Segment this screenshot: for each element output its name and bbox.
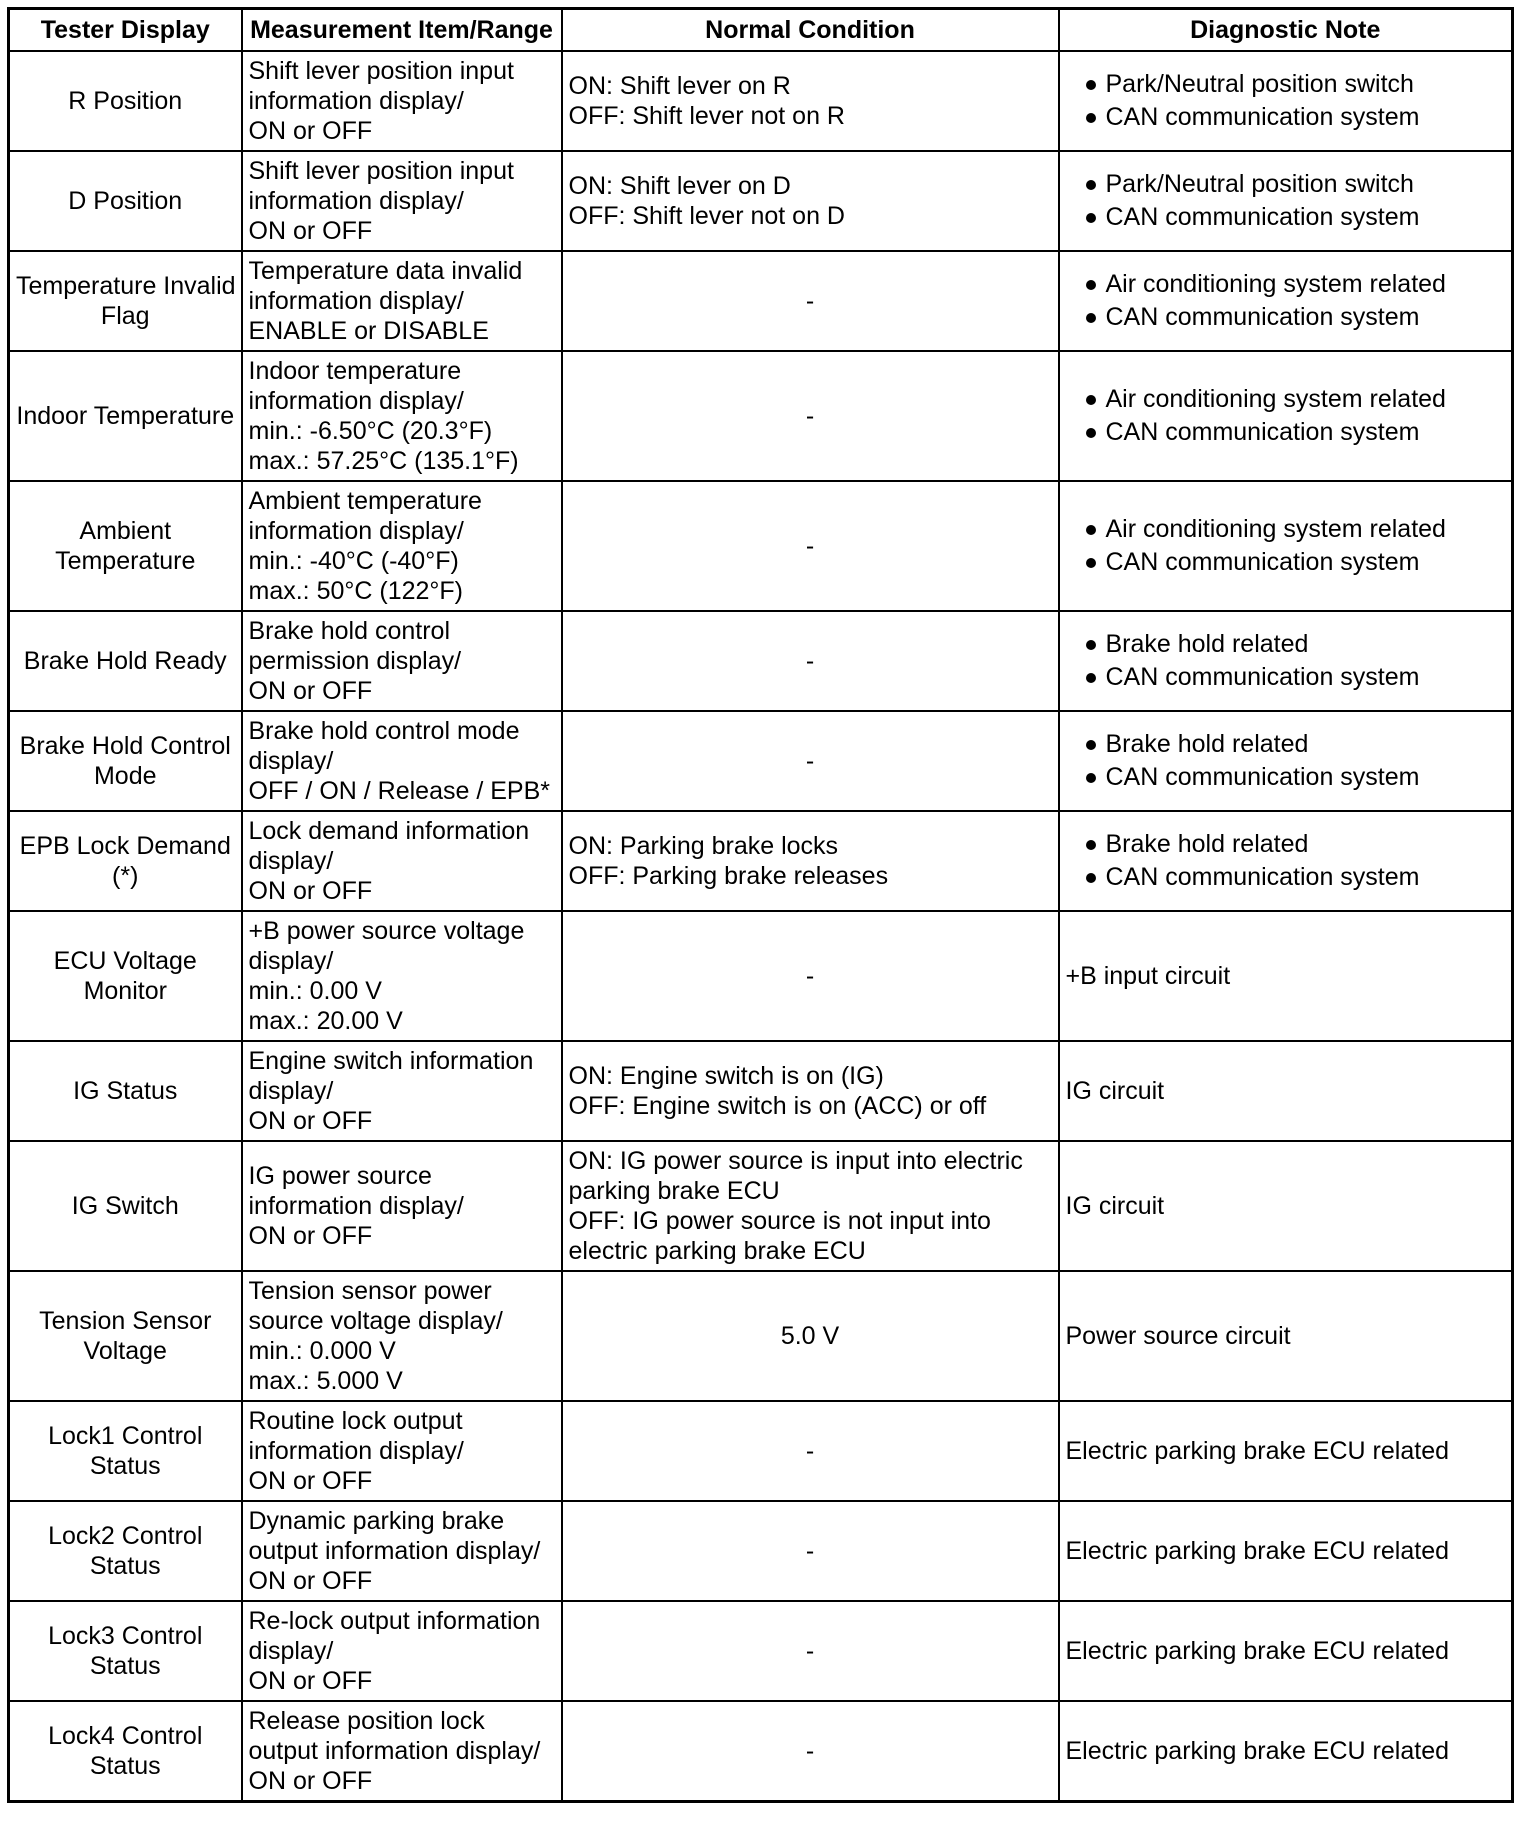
table-row xyxy=(9,251,1513,351)
tester-display-text: Flag xyxy=(100,302,150,330)
table-row xyxy=(9,1701,1513,1802)
normal-condition-cell xyxy=(562,811,1059,911)
diagnostic-note-text: IG circuit xyxy=(1065,1077,1165,1105)
list-item xyxy=(1066,513,1506,546)
measurement-cell xyxy=(242,151,562,251)
measurement-text: +B power source voltage xyxy=(248,917,525,945)
bullet-icon xyxy=(1086,180,1096,190)
table-row xyxy=(9,151,1513,251)
diagnostic-note-list xyxy=(1066,728,1506,794)
tester-display-text: EPB Lock Demand xyxy=(19,832,231,860)
tester-display-cell xyxy=(9,151,242,251)
diagnostic-note-cell xyxy=(1059,1701,1513,1802)
measurement-text: min.: 0.000 V xyxy=(248,1337,396,1365)
measurement-text: min.: -6.50°C (20.3°F) xyxy=(248,417,493,445)
tester-display-text: Tension Sensor xyxy=(39,1307,212,1335)
bullet-icon xyxy=(1086,740,1096,750)
diagnostic-note-cell xyxy=(1059,1401,1513,1501)
normal-condition-text: OFF: Engine switch is on (ACC) or off xyxy=(568,1092,987,1120)
measurement-cell xyxy=(242,811,562,911)
bullet-icon xyxy=(1086,640,1096,650)
diagnostic-note-text: IG circuit xyxy=(1065,1192,1165,1220)
diagnostic-note-text: CAN communication system xyxy=(1105,303,1420,331)
diagnostic-note-text: CAN communication system xyxy=(1105,103,1420,131)
measurement-text: information display/ xyxy=(248,287,464,315)
measurement-text: Shift lever position input xyxy=(248,157,514,185)
normal-condition-text: - xyxy=(805,532,815,560)
measurement-text: max.: 50°C (122°F) xyxy=(248,577,464,605)
diagnostic-note-text: CAN communication system xyxy=(1105,203,1420,231)
measurement-cell xyxy=(242,51,562,151)
measurement-text: OFF / ON / Release / EPB* xyxy=(248,777,550,805)
measurement-text: display/ xyxy=(248,947,334,975)
list-item xyxy=(1066,301,1506,334)
diagnostic-note-text: Electric parking brake ECU related xyxy=(1065,1537,1449,1565)
bullet-icon xyxy=(1086,213,1096,223)
measurement-cell xyxy=(242,1601,562,1701)
tester-display-text: Lock4 Control xyxy=(48,1722,203,1750)
diagnostic-note-text: Power source circuit xyxy=(1065,1322,1291,1350)
normal-condition-text: - xyxy=(805,962,815,990)
measurement-cell xyxy=(242,911,562,1041)
list-item xyxy=(1066,546,1506,579)
diagnostic-note-cell xyxy=(1059,711,1513,811)
normal-condition-cell xyxy=(562,1141,1059,1271)
tester-display-text: Voltage xyxy=(83,1337,167,1365)
diagnostic-note-cell xyxy=(1059,481,1513,611)
bullet-icon xyxy=(1086,873,1096,883)
tester-display-text: Status xyxy=(89,1752,161,1780)
measurement-text: output information display/ xyxy=(248,1737,541,1765)
diagnostic-note-list xyxy=(1066,383,1506,449)
measurement-cell xyxy=(242,711,562,811)
measurement-cell xyxy=(242,351,562,481)
measurement-text: ON or OFF xyxy=(248,117,373,145)
measurement-text: information display/ xyxy=(248,1192,464,1220)
diagnostic-note-cell xyxy=(1059,1141,1513,1271)
tester-display-cell xyxy=(9,711,242,811)
tester-display-text: D Position xyxy=(68,187,183,215)
tester-display-cell xyxy=(9,611,242,711)
measurement-text: Routine lock output xyxy=(248,1407,463,1435)
diagnostic-note-cell xyxy=(1059,811,1513,911)
normal-condition-text: - xyxy=(805,287,815,315)
measurement-text: display/ xyxy=(248,1637,334,1665)
measurement-text: Temperature data invalid xyxy=(248,257,523,285)
table-body xyxy=(9,51,1513,1802)
normal-condition-text: - xyxy=(805,1437,815,1465)
measurement-text: Indoor temperature xyxy=(248,357,462,385)
table-row xyxy=(9,611,1513,711)
diagnostic-note-text: Brake hold related xyxy=(1105,830,1309,858)
table-row xyxy=(9,481,1513,611)
measurement-text: output information display/ xyxy=(248,1537,541,1565)
list-item xyxy=(1066,416,1506,449)
diagnostic-note-list xyxy=(1066,268,1506,334)
normal-condition-cell xyxy=(562,251,1059,351)
tester-display-text: Status xyxy=(89,1452,161,1480)
measurement-text: ON or OFF xyxy=(248,1222,373,1250)
normal-condition-text: - xyxy=(805,1537,815,1565)
normal-condition-text: OFF: Shift lever not on R xyxy=(568,102,845,130)
bullet-icon xyxy=(1086,673,1096,683)
diagnostic-note-text: Brake hold related xyxy=(1105,730,1309,758)
normal-condition-text: ON: Engine switch is on (IG) xyxy=(568,1062,884,1090)
measurement-cell xyxy=(242,1141,562,1271)
measurement-text: permission display/ xyxy=(248,647,462,675)
measurement-text: ON or OFF xyxy=(248,1107,373,1135)
normal-condition-text: - xyxy=(805,1737,815,1765)
measurement-text: Dynamic parking brake xyxy=(248,1507,505,1535)
table-row xyxy=(9,1271,1513,1401)
tester-display-cell xyxy=(9,351,242,481)
tester-display-text: Status xyxy=(89,1552,161,1580)
measurement-text: Ambient temperature xyxy=(248,487,482,515)
normal-condition-cell xyxy=(562,1501,1059,1601)
normal-condition-cell xyxy=(562,1401,1059,1501)
diagnostic-note-text: Electric parking brake ECU related xyxy=(1065,1437,1449,1465)
tester-display-text: Mode xyxy=(93,762,157,790)
measurement-text: IG power source xyxy=(248,1162,432,1190)
tester-display-cell xyxy=(9,811,242,911)
tester-display-cell xyxy=(9,1601,242,1701)
diagnostic-note-cell xyxy=(1059,151,1513,251)
diagnostic-note-text: CAN communication system xyxy=(1105,763,1420,791)
list-item xyxy=(1066,101,1506,134)
bullet-icon xyxy=(1086,773,1096,783)
measurement-text: ON or OFF xyxy=(248,1467,373,1495)
table-row xyxy=(9,1401,1513,1501)
table-row xyxy=(9,1141,1513,1271)
diagnostic-note-text: Air conditioning system related xyxy=(1105,270,1446,298)
tester-display-text: IG Switch xyxy=(71,1192,179,1220)
diagnostic-note-text: CAN communication system xyxy=(1105,863,1420,891)
tester-display-text: Monitor xyxy=(83,977,167,1005)
measurement-text: display/ xyxy=(248,1077,334,1105)
tester-display-text: Brake Hold Ready xyxy=(23,647,227,675)
measurement-cell xyxy=(242,1271,562,1401)
list-item xyxy=(1066,268,1506,301)
tester-display-cell xyxy=(9,1401,242,1501)
tester-display-cell xyxy=(9,1141,242,1271)
measurement-text: max.: 57.25°C (135.1°F) xyxy=(248,447,519,475)
normal-condition-cell xyxy=(562,711,1059,811)
normal-condition-text: ON: Shift lever on R xyxy=(568,72,791,100)
measurement-cell xyxy=(242,1701,562,1802)
diagnostic-note-list xyxy=(1066,68,1506,134)
measurement-cell xyxy=(242,1401,562,1501)
measurement-text: Shift lever position input xyxy=(248,57,514,85)
bullet-icon xyxy=(1086,80,1096,90)
tester-display-text: Lock3 Control xyxy=(48,1622,203,1650)
bullet-icon xyxy=(1086,113,1096,123)
normal-condition-text: 5.0 V xyxy=(780,1322,840,1350)
diagnostic-note-text: CAN communication system xyxy=(1105,418,1420,446)
tester-display-cell xyxy=(9,1041,242,1141)
measurement-text: information display/ xyxy=(248,517,464,545)
diagnostic-note-list xyxy=(1066,513,1506,579)
measurement-text: ON or OFF xyxy=(248,1767,373,1795)
normal-condition-text: - xyxy=(805,1637,815,1665)
list-item xyxy=(1066,761,1506,794)
table-row xyxy=(9,1041,1513,1141)
measurement-cell xyxy=(242,481,562,611)
bullet-icon xyxy=(1086,525,1096,535)
header-normal-condition: Normal Condition xyxy=(562,9,1059,52)
normal-condition-cell xyxy=(562,611,1059,711)
tester-display-text: Status xyxy=(89,1652,161,1680)
diagnostic-note-text: Air conditioning system related xyxy=(1105,385,1446,413)
diagnostic-note-list xyxy=(1066,628,1506,694)
measurement-text: max.: 20.00 V xyxy=(248,1007,403,1035)
measurement-text: Brake hold control xyxy=(248,617,451,645)
normal-condition-text: - xyxy=(805,402,815,430)
tester-display-text: Indoor Temperature xyxy=(16,402,235,430)
normal-condition-text: - xyxy=(805,647,815,675)
table-row xyxy=(9,1501,1513,1601)
bullet-icon xyxy=(1086,840,1096,850)
list-item xyxy=(1066,68,1506,101)
diagnostic-note-text: CAN communication system xyxy=(1105,663,1420,691)
normal-condition-cell xyxy=(562,151,1059,251)
bullet-icon xyxy=(1086,395,1096,405)
bullet-icon xyxy=(1086,558,1096,568)
list-item xyxy=(1066,201,1506,234)
tester-display-text: Brake Hold Control xyxy=(19,732,231,760)
header-diagnostic-note: Diagnostic Note xyxy=(1059,9,1513,52)
list-item xyxy=(1066,168,1506,201)
tester-display-text: Lock2 Control xyxy=(48,1522,203,1550)
measurement-cell xyxy=(242,1501,562,1601)
diagnostic-note-cell xyxy=(1059,1271,1513,1401)
tester-display-text: R Position xyxy=(68,87,183,115)
tester-display-text: (*) xyxy=(112,862,139,890)
diagnostic-note-text: +B input circuit xyxy=(1065,962,1231,990)
diagnostic-note-cell xyxy=(1059,251,1513,351)
bullet-icon xyxy=(1086,428,1096,438)
diagnostic-note-cell xyxy=(1059,1601,1513,1701)
table-row xyxy=(9,811,1513,911)
tester-display-cell xyxy=(9,911,242,1041)
bullet-icon xyxy=(1086,313,1096,323)
measurement-cell xyxy=(242,251,562,351)
diagnostic-note-cell xyxy=(1059,911,1513,1041)
tester-display-text: Ambient xyxy=(79,517,172,545)
data-list-table xyxy=(7,7,1514,1803)
tester-display-cell xyxy=(9,251,242,351)
list-item xyxy=(1066,628,1506,661)
bullet-icon xyxy=(1086,280,1096,290)
normal-condition-text: electric parking brake ECU xyxy=(568,1237,866,1265)
measurement-text: source voltage display/ xyxy=(248,1307,503,1335)
diagnostic-note-cell xyxy=(1059,351,1513,481)
diagnostic-note-text: Park/Neutral position switch xyxy=(1105,70,1414,98)
normal-condition-cell xyxy=(562,481,1059,611)
measurement-text: information display/ xyxy=(248,87,464,115)
tester-display-cell xyxy=(9,1701,242,1802)
normal-condition-cell xyxy=(562,351,1059,481)
diagnostic-note-cell xyxy=(1059,1041,1513,1141)
list-item xyxy=(1066,861,1506,894)
table-row xyxy=(9,51,1513,151)
tester-display-text: ECU Voltage xyxy=(53,947,197,975)
normal-condition-text: ON: Shift lever on D xyxy=(568,172,791,200)
diagnostic-note-cell xyxy=(1059,1501,1513,1601)
measurement-text: display/ xyxy=(248,747,334,775)
measurement-cell xyxy=(242,611,562,711)
measurement-text: ON or OFF xyxy=(248,1567,373,1595)
normal-condition-cell xyxy=(562,1701,1059,1802)
table-row xyxy=(9,1601,1513,1701)
normal-condition-cell xyxy=(562,911,1059,1041)
measurement-cell xyxy=(242,1041,562,1141)
measurement-text: Re-lock output information xyxy=(248,1607,541,1635)
diagnostic-note-text: Park/Neutral position switch xyxy=(1105,170,1414,198)
normal-condition-text: parking brake ECU xyxy=(568,1177,780,1205)
list-item xyxy=(1066,383,1506,416)
table-row xyxy=(9,911,1513,1041)
measurement-text: information display/ xyxy=(248,1437,464,1465)
tester-display-cell xyxy=(9,481,242,611)
normal-condition-text: OFF: IG power source is not input into xyxy=(568,1207,991,1235)
measurement-text: information display/ xyxy=(248,187,464,215)
diagnostic-note-text: CAN communication system xyxy=(1105,548,1420,576)
diagnostic-note-text: Electric parking brake ECU related xyxy=(1065,1637,1449,1665)
normal-condition-cell xyxy=(562,1271,1059,1401)
tester-display-cell xyxy=(9,1501,242,1601)
diagnostic-note-text: Electric parking brake ECU related xyxy=(1065,1737,1449,1765)
measurement-text: max.: 5.000 V xyxy=(248,1367,403,1395)
table-row xyxy=(9,711,1513,811)
measurement-text: Release position lock xyxy=(248,1707,485,1735)
normal-condition-cell xyxy=(562,1601,1059,1701)
header-measurement-item: Measurement Item/Range xyxy=(242,9,562,52)
measurement-text: display/ xyxy=(248,847,334,875)
measurement-text: ON or OFF xyxy=(248,877,373,905)
diagnostic-note-cell xyxy=(1059,611,1513,711)
table-row xyxy=(9,351,1513,481)
header-tester-display: Tester Display xyxy=(9,9,242,52)
tester-display-cell xyxy=(9,51,242,151)
tester-display-text: Temperature xyxy=(55,547,196,575)
measurement-text: ENABLE or DISABLE xyxy=(248,317,489,345)
measurement-text: min.: 0.00 V xyxy=(248,977,382,1005)
diagnostic-note-text: Air conditioning system related xyxy=(1105,515,1446,543)
tester-display-text: Temperature Invalid xyxy=(16,272,236,300)
measurement-text: Lock demand information xyxy=(248,817,530,845)
diagnostic-note-list xyxy=(1066,168,1506,234)
normal-condition-cell xyxy=(562,1041,1059,1141)
measurement-text: information display/ xyxy=(248,387,464,415)
header-row xyxy=(9,9,1513,52)
tester-display-text: Lock1 Control xyxy=(48,1422,203,1450)
diagnostic-note-list xyxy=(1066,828,1506,894)
list-item xyxy=(1066,661,1506,694)
measurement-text: ON or OFF xyxy=(248,217,373,245)
diagnostic-note-cell xyxy=(1059,51,1513,151)
normal-condition-cell xyxy=(562,51,1059,151)
normal-condition-text: OFF: Shift lever not on D xyxy=(568,202,845,230)
normal-condition-text: ON: Parking brake locks xyxy=(568,832,839,860)
measurement-text: Engine switch information xyxy=(248,1047,534,1075)
list-item xyxy=(1066,728,1506,761)
list-item xyxy=(1066,828,1506,861)
normal-condition-text: - xyxy=(805,747,815,775)
diagnostic-note-text: Brake hold related xyxy=(1105,630,1309,658)
measurement-text: ON or OFF xyxy=(248,677,373,705)
measurement-text: ON or OFF xyxy=(248,1667,373,1695)
normal-condition-text: ON: IG power source is input into electric xyxy=(568,1147,1023,1175)
measurement-text: min.: -40°C (-40°F) xyxy=(248,547,459,575)
measurement-text: Tension sensor power xyxy=(248,1277,492,1305)
measurement-text: Brake hold control mode xyxy=(248,717,520,745)
normal-condition-text: OFF: Parking brake releases xyxy=(568,862,889,890)
tester-display-cell xyxy=(9,1271,242,1401)
tester-display-text: IG Status xyxy=(73,1077,178,1105)
